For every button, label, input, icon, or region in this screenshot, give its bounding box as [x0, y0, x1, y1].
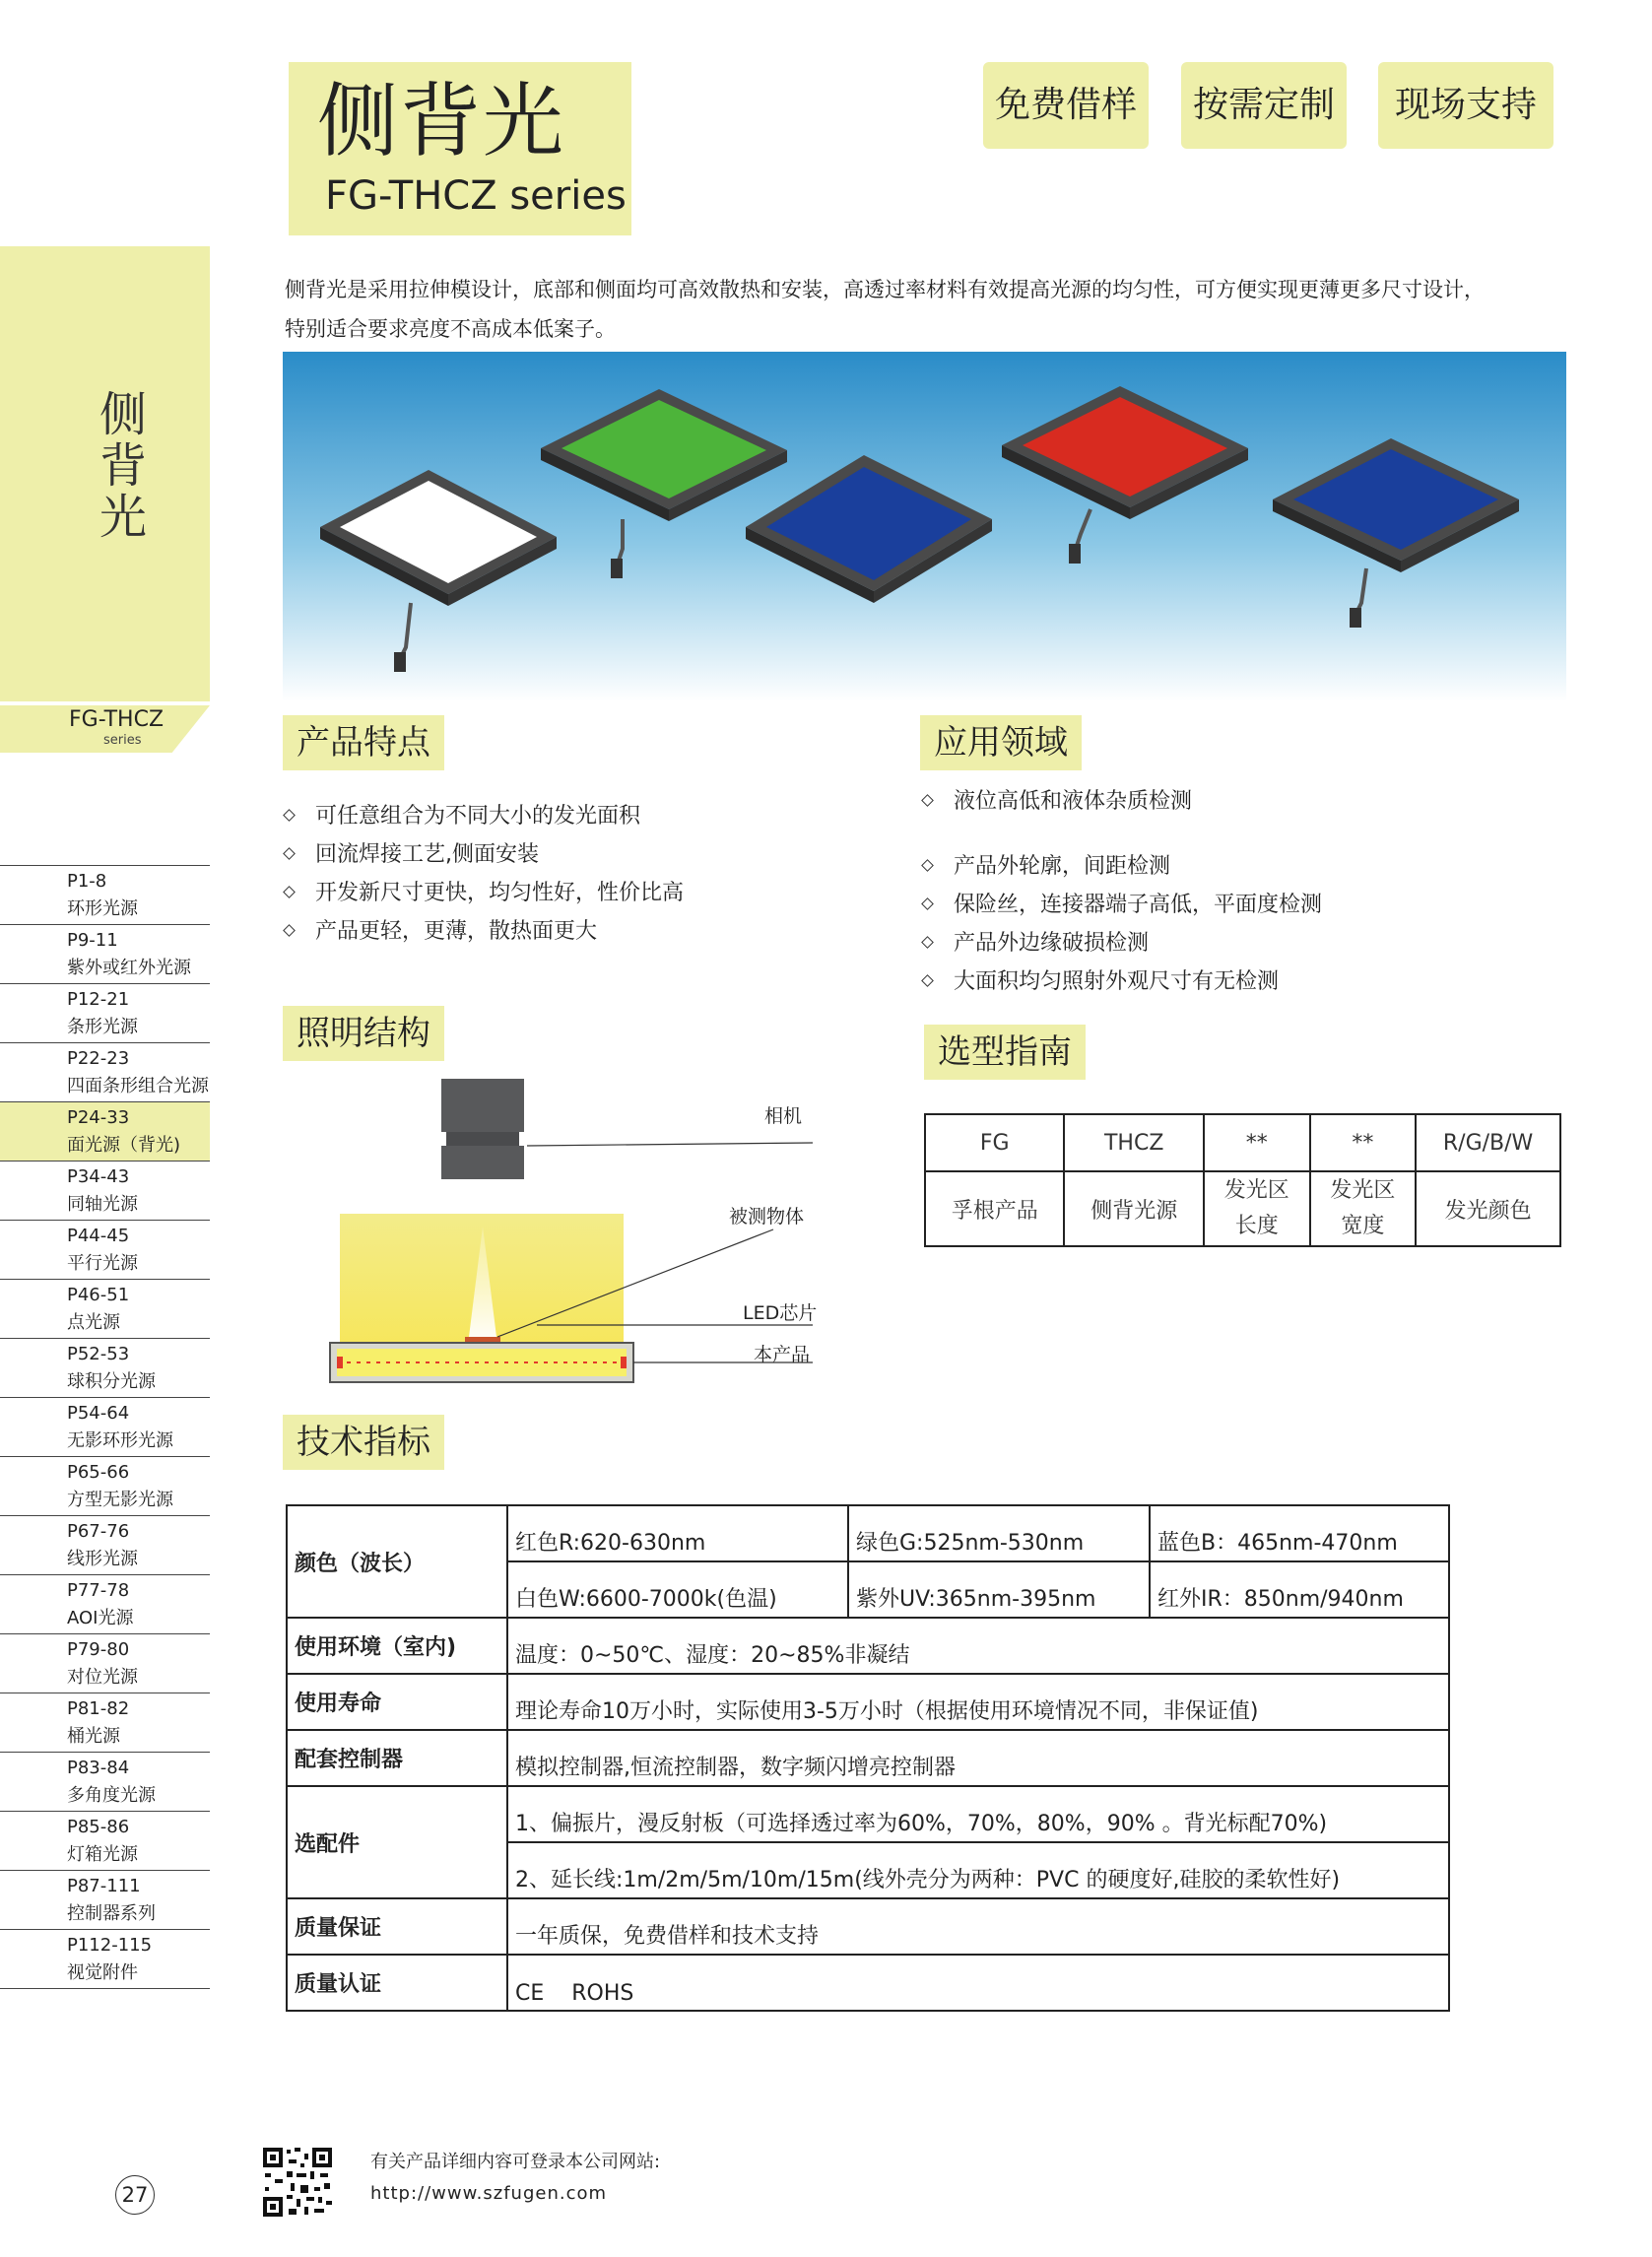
nav-page-range: P44-45 [67, 1226, 130, 1246]
bullet-diamond-icon [283, 847, 296, 860]
spec-value: 模拟控制器,恒流控制器，数字频闪增亮控制器 [507, 1730, 1449, 1786]
selection-meaning: 发光区 长度 [1204, 1171, 1310, 1246]
page-title: 侧背光 [317, 75, 566, 168]
bullet-diamond-icon [921, 974, 934, 987]
application-item: 大面积均匀照射外观尺寸有无检测 [923, 964, 1279, 995]
sidebar-nav-item[interactable] [0, 1812, 210, 1871]
tag-custom: 按需定制 [1181, 62, 1347, 149]
spec-row-warranty [287, 1898, 1449, 1955]
selection-guide-table [924, 1113, 1561, 1247]
application-item: 保险丝，连接器端子高低，平面度检测 [923, 888, 1322, 918]
spec-label: 选配件 [287, 1786, 507, 1898]
selection-code-row [925, 1114, 1560, 1171]
page-number: 27 [115, 2175, 155, 2215]
nav-page-range: P83-84 [67, 1758, 130, 1778]
sidebar-nav-item[interactable] [0, 925, 210, 984]
spec-value: 红色R:620-630nm [507, 1505, 848, 1561]
spec-value: 蓝色B：465nm-470nm [1150, 1505, 1449, 1561]
selection-code: ** [1310, 1114, 1417, 1171]
spec-row-controller [287, 1730, 1449, 1786]
spec-label: 质量认证 [287, 1955, 507, 2011]
spec-label: 使用寿命 [287, 1674, 507, 1730]
bullet-diamond-icon [283, 809, 296, 822]
nav-category-label: 面光源（背光) [67, 1135, 181, 1156]
nav-page-range: P52-53 [67, 1344, 130, 1364]
nav-page-range: P65-66 [67, 1462, 130, 1483]
spec-value: 红外IR：850nm/940nm [1150, 1561, 1449, 1618]
bullet-diamond-icon [283, 924, 296, 937]
nav-category-label: 视觉附件 [67, 1962, 138, 1983]
bullet-diamond-icon [283, 886, 296, 898]
structure-label-product: 本产品 [754, 1344, 811, 1365]
nav-category-label: 无影环形光源 [67, 1430, 173, 1451]
feature-item: 可任意组合为不同大小的发光面积 [285, 799, 640, 830]
nav-category-label: 控制器系列 [67, 1903, 156, 1924]
footer-website-link[interactable]: http://www.szfugen.com [370, 2183, 608, 2204]
nav-page-range: P54-64 [67, 1403, 130, 1424]
spec-label: 配套控制器 [287, 1730, 507, 1786]
lighting-structure-diagram [325, 1079, 827, 1394]
backlight-product-icon [330, 1343, 633, 1382]
nav-page-range: P112-115 [67, 1935, 153, 1956]
selection-meaning: 侧背光源 [1064, 1171, 1203, 1246]
product-banner-image [283, 352, 1566, 701]
nav-category-label: 四面条形组合光源 [67, 1076, 209, 1096]
nav-category-label: 对位光源 [67, 1667, 138, 1688]
structure-label-object: 被测物体 [729, 1206, 805, 1228]
nav-page-range: P22-23 [67, 1048, 130, 1069]
section-applications-title: 应用领域 [920, 715, 1082, 770]
selection-meaning: 发光区 宽度 [1310, 1171, 1417, 1246]
sidebar-nav-item[interactable] [0, 1043, 210, 1102]
sidebar-nav-item[interactable] [0, 1516, 210, 1575]
nav-category-label: 点光源 [67, 1312, 120, 1333]
spec-row-env [287, 1618, 1449, 1674]
sidebar-nav-item[interactable] [0, 1871, 210, 1930]
section-specs-title: 技术指标 [283, 1415, 444, 1470]
nav-page-range: P34-43 [67, 1166, 130, 1187]
intro-line-2: 特别适合要求亮度不高成本低案子。 [285, 317, 616, 341]
nav-category-label: 球积分光源 [67, 1371, 156, 1392]
sidebar-series: FG-THCZ [69, 707, 165, 732]
nav-page-range: P9-11 [67, 930, 118, 951]
bullet-diamond-icon [921, 897, 934, 910]
sidebar-nav-item[interactable] [0, 984, 210, 1043]
sidebar-nav-item[interactable] [0, 1693, 210, 1753]
spec-label: 质量保证 [287, 1898, 507, 1955]
nav-page-range: P24-33 [67, 1107, 130, 1128]
spec-value: 1、偏振片，漫反射板（可选择透过率为60%，70%，80%，90% 。背光标配70%) [507, 1786, 1449, 1842]
nav-category-label: 同轴光源 [67, 1194, 138, 1215]
selection-code: FG [925, 1114, 1064, 1171]
nav-page-range: P81-82 [67, 1698, 130, 1719]
selection-code: ** [1204, 1114, 1310, 1171]
section-features-title: 产品特点 [283, 715, 444, 770]
spec-row-color [287, 1505, 1449, 1561]
sidebar-category-title: 侧背光 [99, 387, 147, 545]
spec-table [286, 1504, 1450, 2012]
selection-meaning: 孚根产品 [925, 1171, 1064, 1246]
sidebar-nav-item[interactable] [0, 1398, 210, 1457]
tag-free-sample: 免费借样 [983, 62, 1149, 149]
selection-code: R/G/B/W [1416, 1114, 1560, 1171]
spec-label: 使用环境（室内) [287, 1618, 507, 1674]
sidebar-series-small: series [103, 733, 142, 748]
spec-value: 绿色G:525nm-530nm [848, 1505, 1150, 1561]
bullet-diamond-icon [921, 936, 934, 949]
spec-label: 颜色（波长） [287, 1505, 507, 1618]
sidebar-nav-item[interactable] [0, 1457, 210, 1516]
nav-category-label: 环形光源 [67, 898, 138, 919]
nav-category-label: 线形光源 [67, 1549, 138, 1569]
nav-page-range: P1-8 [67, 871, 107, 892]
structure-label-led: LED芯片 [743, 1302, 818, 1324]
sidebar-nav-item[interactable] [0, 1575, 210, 1634]
tag-onsite-support: 现场支持 [1378, 62, 1553, 149]
application-item: 产品外轮廓，间距检测 [923, 849, 1170, 880]
nav-page-range: P67-76 [67, 1521, 130, 1542]
feature-item: 开发新尺寸更快，均匀性好，性价比高 [285, 876, 684, 906]
spec-value: 2、延长线:1m/2m/5m/10m/15m(线外壳分为两种：PVC 的硬度好,硅胶的柔软性好) [507, 1842, 1449, 1898]
spec-value: 一年质保，免费借样和技术支持 [507, 1898, 1449, 1955]
sidebar-nav-item[interactable] [0, 1280, 210, 1339]
nav-category-label: 桶光源 [67, 1726, 120, 1747]
footer-website-note: 有关产品详细内容可登录本公司网站: [370, 2152, 661, 2172]
section-structure-title: 照明结构 [283, 1006, 444, 1061]
nav-category-label: 平行光源 [67, 1253, 138, 1274]
feature-item: 回流焊接工艺,侧面安装 [285, 837, 539, 868]
nav-page-range: P46-51 [67, 1285, 130, 1305]
nav-page-range: P85-86 [67, 1817, 130, 1837]
nav-page-range: P87-111 [67, 1876, 141, 1896]
page-subtitle: FG-THCZ series [325, 173, 627, 219]
structure-label-camera: 相机 [764, 1105, 803, 1127]
selection-meaning: 发光颜色 [1416, 1171, 1560, 1246]
bullet-diamond-icon [921, 859, 934, 872]
section-selection-title: 选型指南 [924, 1025, 1086, 1080]
spec-row-life [287, 1674, 1449, 1730]
spec-row-cert [287, 1955, 1449, 2011]
nav-category-label: 条形光源 [67, 1017, 138, 1037]
sidebar-nav-item[interactable] [0, 1102, 210, 1162]
nav-category-label: 灯箱光源 [67, 1844, 138, 1865]
selection-meaning-row [925, 1171, 1560, 1246]
feature-item: 产品更轻，更薄，散热面更大 [285, 914, 597, 945]
bullet-diamond-icon [921, 794, 934, 807]
sidebar-nav-item[interactable] [0, 1162, 210, 1221]
spec-value: 理论寿命10万小时，实际使用3-5万小时（根据使用环境情况不同，非保证值) [507, 1674, 1449, 1730]
nav-category-label: 方型无影光源 [67, 1490, 173, 1510]
intro-line-1: 侧背光是采用拉伸模设计，底部和侧面均可高效散热和安装，高透过率材料有效提高光源的均匀性，可方便实现更薄更多尺寸设计， [285, 278, 1485, 301]
nav-page-range: P77-78 [67, 1580, 130, 1601]
sidebar-nav-item[interactable] [0, 1930, 210, 1989]
spec-value: 温度：0~50℃、湿度：20~85%非凝结 [507, 1618, 1449, 1674]
nav-category-label: 多角度光源 [67, 1785, 156, 1806]
application-item: 液位高低和液体杂质检测 [923, 784, 1192, 815]
spec-value: 白色W:6600-7000k(色温) [507, 1561, 848, 1618]
spec-value: 紫外UV:365nm-395nm [848, 1561, 1150, 1618]
spec-value: CE ROHS [507, 1955, 1449, 2011]
nav-category-label: AOI光源 [67, 1608, 134, 1628]
selection-code: THCZ [1064, 1114, 1203, 1171]
sidebar-nav-item[interactable] [0, 1339, 210, 1398]
nav-page-range: P12-21 [67, 989, 130, 1010]
camera-icon [441, 1079, 524, 1179]
qr-code-icon [261, 2146, 334, 2219]
sidebar-nav-item[interactable] [0, 866, 210, 925]
nav-page-range: P79-80 [67, 1639, 130, 1660]
nav-category-label: 紫外或红外光源 [67, 958, 191, 978]
sidebar-nav-item[interactable] [0, 1753, 210, 1812]
spec-row-accessories [287, 1786, 1449, 1842]
sidebar-nav-item[interactable] [0, 1634, 210, 1693]
sidebar-nav-item[interactable] [0, 1221, 210, 1280]
application-item: 产品外边缘破损检测 [923, 926, 1149, 957]
